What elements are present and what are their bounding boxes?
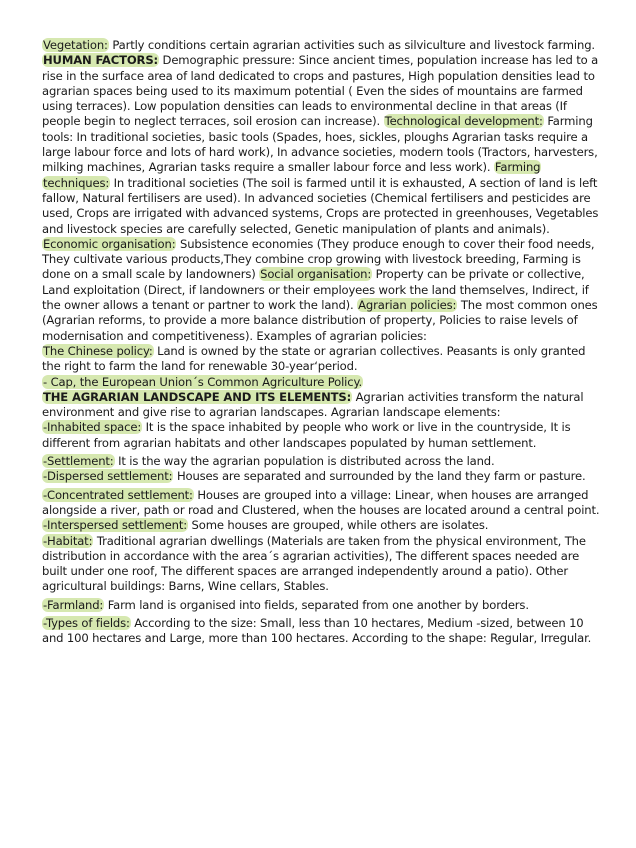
highlighted-term: -Interspersed settlement: [43, 518, 188, 533]
note-text: Partly conditions certain agrarian activities such as silviculture and livestock farming. [108, 38, 595, 52]
highlighted-term: -Habitat: [43, 533, 93, 548]
note-paragraph [42, 53, 602, 344]
highlighted-term: -Concentrated settlement: [43, 487, 193, 502]
note-paragraph [42, 344, 602, 375]
note-text: Traditional agrarian dwellings (Materials are taken from the physical environment, The distribution in accordance with the area´s agrarian activities), The different spaces needed are built under one roof, The different spaces are arranged independently around a patio). Other agricultural buildings: Barns, Wine cellars, Stables. [42, 533, 586, 594]
note-text: Demographic pressure: Since ancient times, population increase has led to a rise in the surface area of land dedicated to crops and pastures, High population densities lead to agrarian spaces being used to its maximum potential ( Even the sides of mountains are farmed using terraces). Low population densities can leads to environmental decline in that areas (If people begin to neglect terraces, soil erosion can increase). [42, 53, 599, 129]
note-text: Property can be private or collective, Land exploitation (Direct, if landowners or their employees work the land themselves, Indirect, if the owner allows a tenant or partner to work the land). [42, 267, 589, 313]
highlighted-term: HUMAN FACTORS: [43, 53, 159, 68]
notes-page [42, 38, 602, 647]
highlighted-term: -Dispersed settlement: [43, 469, 173, 484]
note-text: Some houses are grouped, while others are isolates. [188, 518, 489, 533]
highlighted-term: Vegetation: [43, 38, 108, 52]
note-paragraph [42, 518, 602, 533]
note-text: According to the size: Small, less than 10 hectares, Medium -sized, between 10 and 100 hectares and Large, more than 100 hectares. According to the shape: Regular, Irregular. [42, 615, 592, 646]
note-text: It is the space inhabited by people who work or live in the countryside, It is different from agrarian habitats and other landscapes populated by human settlement. [42, 420, 571, 450]
note-paragraph [42, 488, 602, 519]
highlighted-term: - Cap, the European Union´s Common Agriculture Policy. [43, 374, 363, 389]
highlighted-term: Agrarian policies: [358, 298, 457, 313]
highlighted-term: Technological development: [384, 114, 543, 129]
highlighted-term: Farming techniques: [43, 160, 541, 190]
note-text: Land is owned by the state or agrarian collectives. Peasants is only granted the right to farm the land for renewable 30-year‘period. [42, 343, 586, 374]
note-paragraph [42, 420, 602, 451]
note-text: It is the way the agrarian population is distributed across the land. [114, 454, 495, 469]
highlighted-term: Social organisation: [260, 267, 372, 282]
note-paragraph [42, 598, 602, 613]
highlighted-term: -Settlement: [43, 454, 114, 469]
note-paragraph [42, 375, 602, 390]
highlighted-term: -Farmland: [43, 597, 104, 612]
note-text: Farming tools: In traditional societies, basic tools (Spades, hoes, sickles, ploughs Agrarian tasks require a large labour force and lots of hard work), In advance societies, modern tools (Tractors, harvesters, milking machines, Agrarian tasks require a smaller labour force and less work). [42, 114, 598, 175]
note-text: Houses are grouped into a village: Linear, when houses are arranged alongside a river, path or road and Clustered, when the houses are located around a central point. [42, 487, 600, 517]
highlighted-term: -Inhabited space: [43, 420, 142, 435]
highlighted-term: THE AGRARIAN LANDSCAPE AND ITS ELEMENTS: [43, 389, 352, 404]
highlighted-term: The Chinese policy: [43, 343, 153, 358]
note-paragraph [42, 390, 602, 421]
note-text: Houses are separated and surrounded by the land they farm or pasture. [173, 469, 586, 484]
note-text: Subsistence economies (They produce enough to cover their food needs, They cultivate various products,They combine crop growing with livestock breeding, Farming is done on a small scale by landowners) [42, 236, 595, 282]
note-paragraph [42, 454, 602, 469]
note-text: The most common ones (Agrarian reforms, to provide a more balance distribution of property, Policies to raise levels of modernisation and competitiveness). Examples of agrarian policies: [42, 298, 598, 343]
note-paragraph [42, 469, 602, 484]
note-paragraph [42, 38, 602, 53]
note-paragraph [42, 616, 602, 647]
note-paragraph [42, 534, 602, 595]
note-text: Farm land is organised into fields, separated from one another by borders. [104, 597, 529, 612]
highlighted-term: Economic organisation: [43, 236, 176, 251]
note-text: In traditional societies (The soil is farmed until it is exhausted, A section of land is left fallow, Natural fertilisers are used). In advanced societies (Chemical fertilisers and pesticides are used, Crops are irrigated with advanced systems, Crops are protected in greenhouses, Vegetables and livestock species are carefully selected, Genetic manipulation of plants and animals). [42, 175, 599, 236]
note-text: Agrarian activities transform the natural environment and give rise to agrarian landscapes. Agrarian landscape elements: [42, 389, 584, 420]
highlighted-term: -Types of fields: [43, 615, 130, 630]
